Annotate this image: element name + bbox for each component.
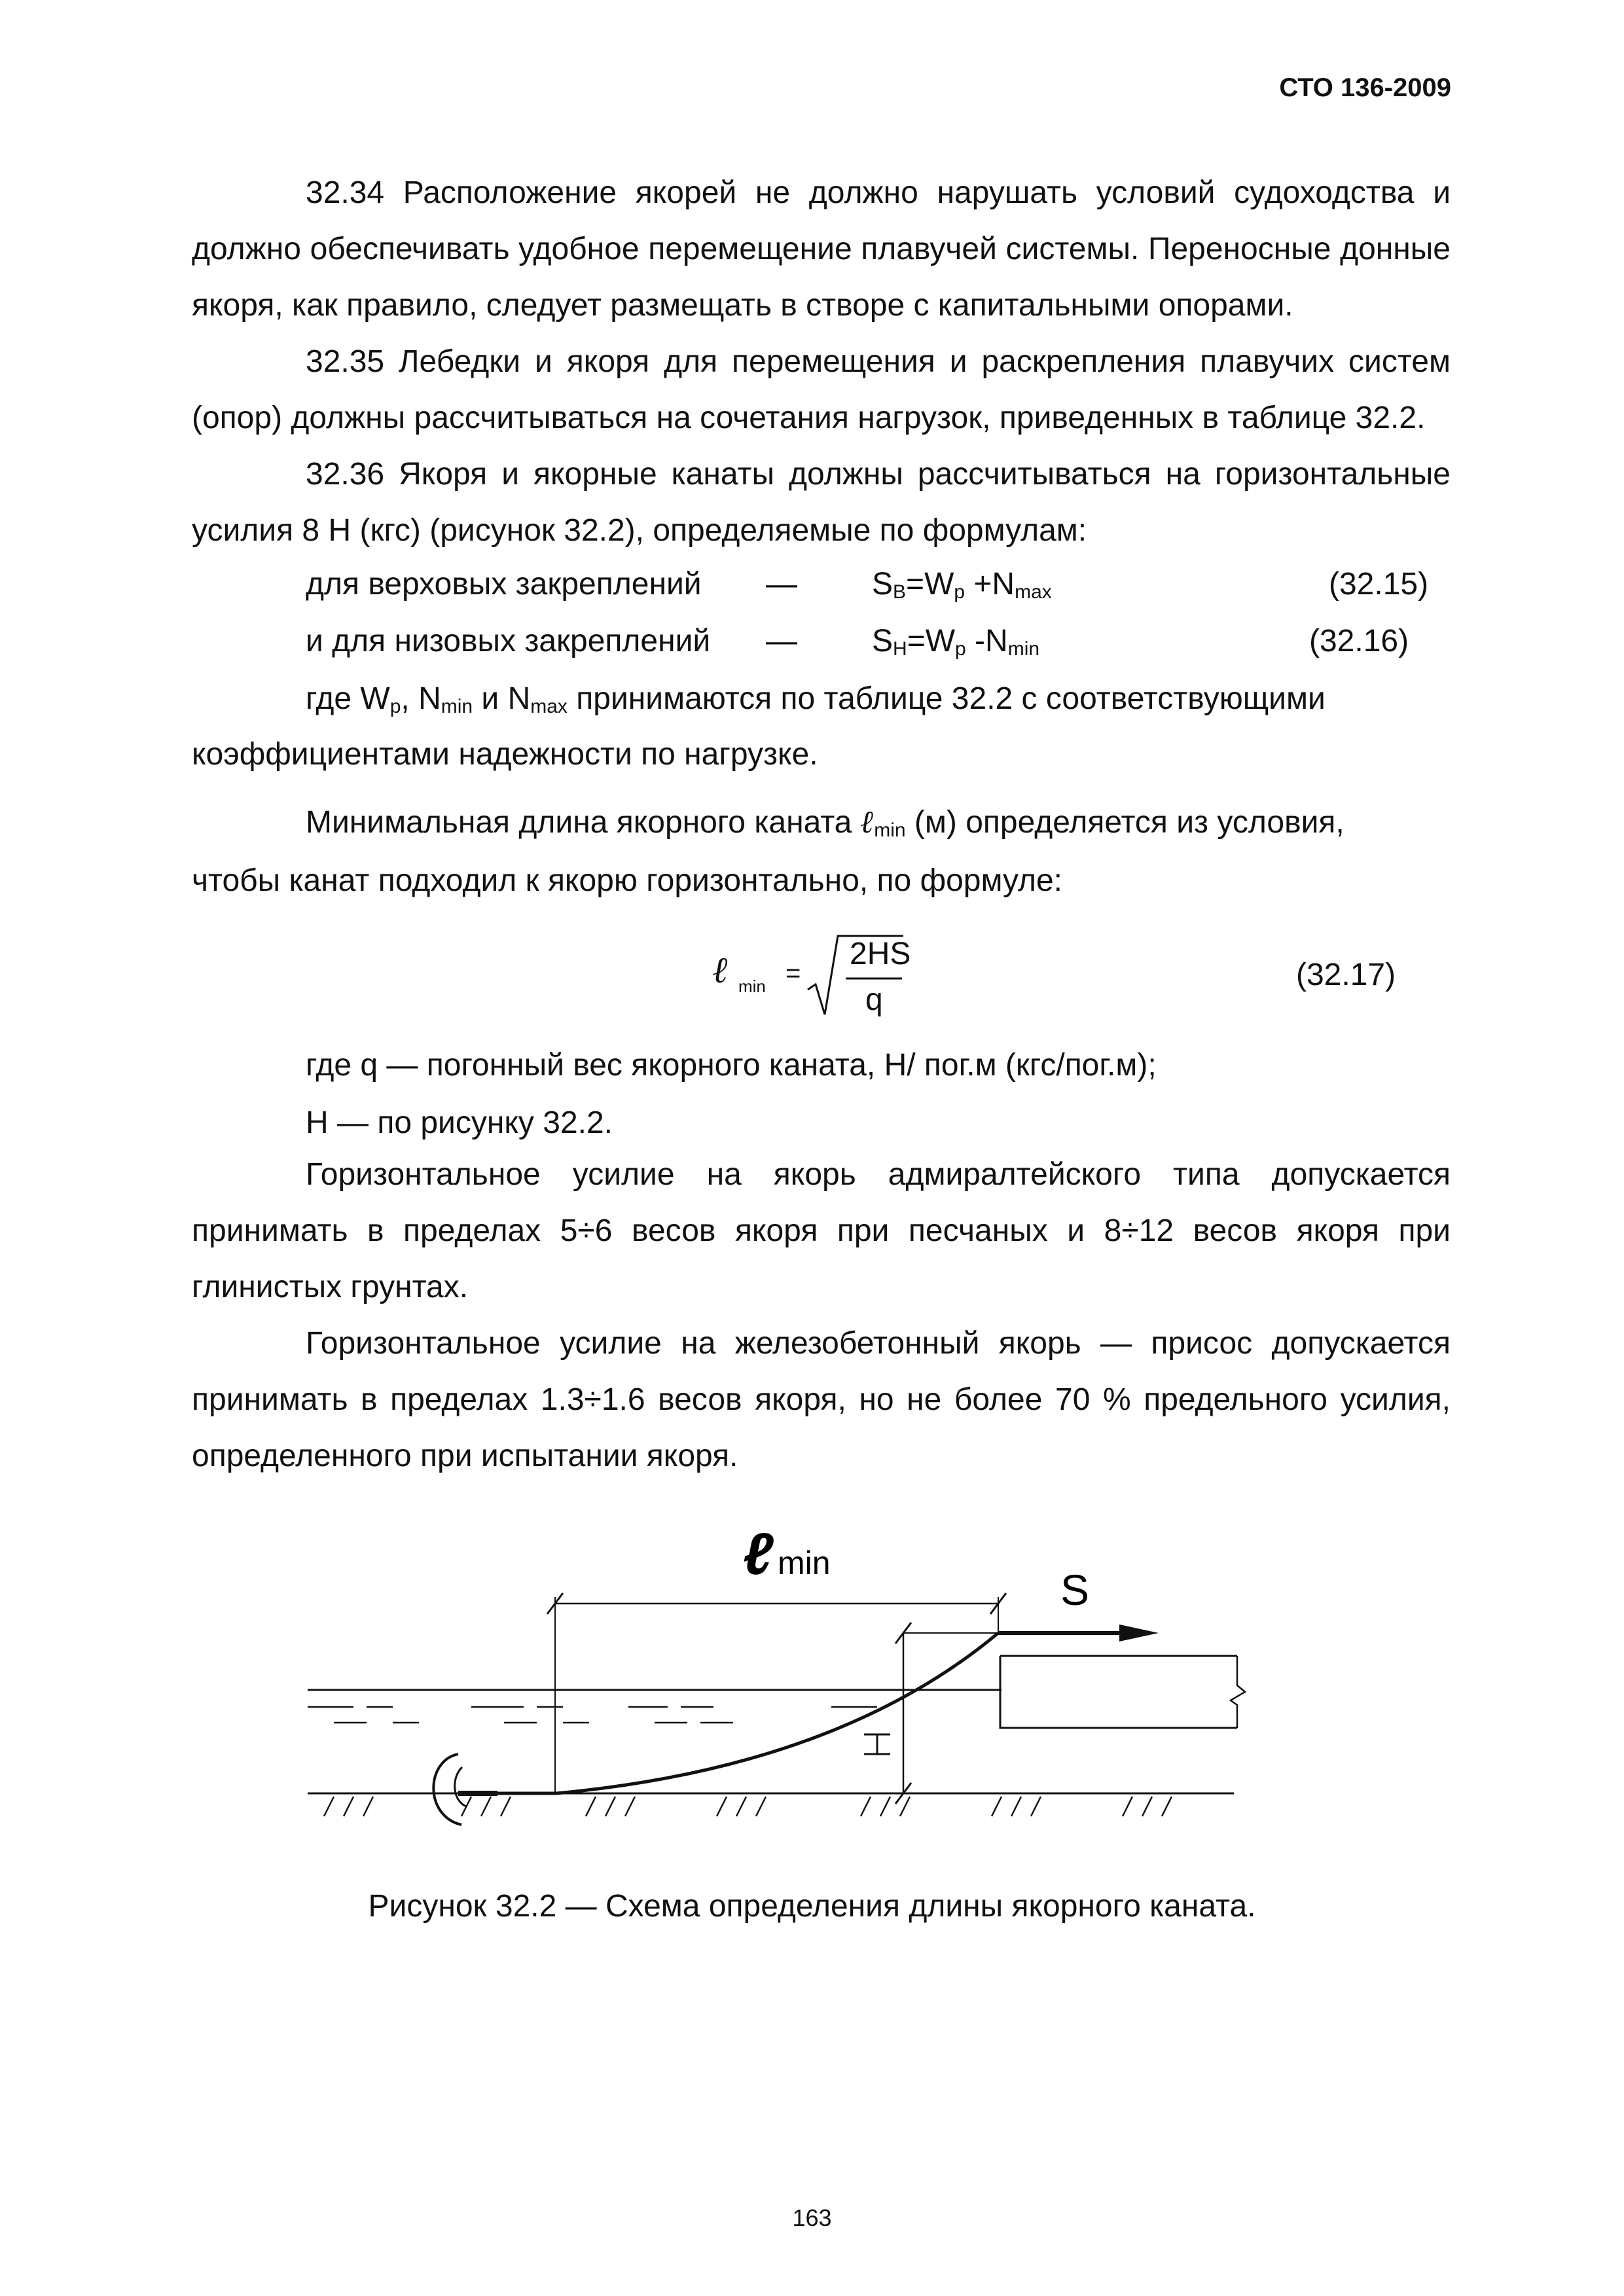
formula-32-16-dash: — (766, 624, 797, 658)
h-definition: Н — по рисунку 32.2. (306, 1105, 613, 1140)
formula-32-16-label: и для низовых закреплений (306, 624, 711, 658)
anchor-cable (497, 1633, 998, 1793)
formula-32-17-number: (32.17) (1296, 958, 1396, 992)
ground-hatching (324, 1797, 1172, 1816)
figure-caption: Рисунок 32.2 — Схема определения длины якорного каната. (368, 1889, 1256, 1924)
pontoon (1000, 1656, 1237, 1728)
paragraph-admiralty-anchor: Горизонтальное усилие на якорь адмиралтейского типа допускается принимать в пределах 5÷6 весов якоря при песчаных и 8÷12 весов якоря при глинистых грунтах. (192, 1157, 1451, 1304)
formula-32-17-denominator: q (865, 982, 883, 1017)
formula-32-16: $S_Н=W_р$ $-N_{min}$ (872, 624, 1040, 660)
paragraph-32-35: 32.35 Лебедки и якоря для перемещения и раскрепления плавучих систем (опор) должны рассчитываться на сочетания нагрузок, приведенных в таблице 32.2. (192, 344, 1451, 435)
formula-32-15-number: (32.15) (1329, 567, 1429, 601)
force-s-label: S (1060, 1566, 1090, 1614)
formula-32-15-dash: — (766, 567, 797, 601)
paragraph-32-36: 32.36 Якоря и якорные канаты должны рассчитываться на горизонтальные усилия 8 Н (кгс) (рисунок 32.2), определяемые по формулам: (192, 457, 1451, 548)
formula-32-17-l: ℓ (712, 949, 728, 992)
lmin-label-l: ℓ (743, 1522, 774, 1587)
page-number: 163 (792, 2204, 832, 2231)
formula-32-17-lsub: min (738, 977, 766, 996)
formula-32-17-eq: = (785, 959, 801, 988)
paragraph-32-34: 32.34 Расположение якорей не должно нарушать условий судоходства и должно обеспечивать удобное перемещение плавучей системы. Переносные донные якоря, как правило, следует размещать в створе с капитальными опорами. (192, 175, 1451, 323)
minimal-length-line1: Минимальная длина якорного каната ℓ$_{min}$ (м) определяется из условия, (306, 804, 1344, 841)
where-w-n-line2: коэффициентами надежности по нагрузке. (192, 737, 818, 772)
formula-32-15: $S_В=W_р +N_{max}$ (872, 567, 1052, 603)
where-w-n-line1: где $W_р$, $N_{min}$ и $N_{max}$ принимаются по таблице 32.2 с соответствующими (306, 681, 1326, 717)
lmin-label-sub: min (778, 1545, 831, 1581)
figure-32-2 (0, 1505, 1624, 1872)
h-label-glyph (864, 1734, 890, 1754)
formula-32-16-number: (32.16) (1309, 624, 1409, 658)
anchor-fluke (433, 1754, 461, 1825)
paragraph-concrete-anchor: Горизонтальное усилие на железобетонный якорь — присос допускается принимать в пределах 1.3÷1.6 весов якоря, но не более 70 % предельного усилия, определенного при испытании якоря. (192, 1326, 1451, 1473)
minimal-length-line2: чтобы канат подходил к якорю горизонтально, по формуле: (192, 863, 1062, 898)
formula-32-15-label: для верховых закреплений (306, 567, 702, 601)
break-line (1231, 1656, 1245, 1728)
where-q: где q — погонный вес якорного каната, Н/ пог.м (кгс/пог.м); (306, 1048, 1157, 1083)
formula-32-17-numerator: 2HS (850, 937, 911, 971)
water-hatching (308, 1707, 877, 1723)
document-code: СТО 136-2009 (1279, 73, 1451, 102)
